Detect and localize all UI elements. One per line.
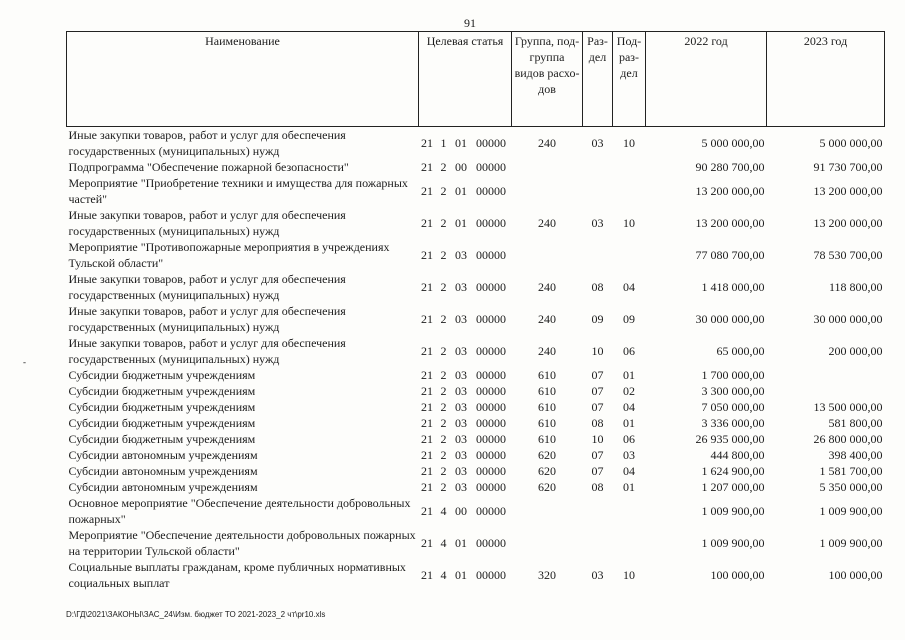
amount-2022: 1 009 900,00 [701, 504, 765, 518]
target-code-4: 00000 [476, 216, 506, 230]
row-name: Субсидии бюджетным учреждениям [68, 416, 256, 430]
table-row [67, 271, 885, 303]
row-name: Подпрограмма "Обеспечение пожарной безопасности" [68, 160, 349, 174]
target-code-1: 21 [421, 400, 433, 414]
subsection-code: 01 [623, 416, 636, 430]
amount-2023: 100 000,00 [828, 568, 883, 582]
table-row [67, 479, 885, 495]
section-code: 08 [591, 280, 604, 294]
subsection-code: 06 [623, 432, 636, 446]
target-code-3: 03 [455, 312, 467, 326]
row-name: Субсидии бюджетным учреждениям [68, 368, 256, 382]
group-code [512, 159, 583, 175]
group-code: 620 [538, 464, 557, 478]
target-code-1: 21 [421, 312, 433, 326]
target-code-3: 01 [455, 536, 467, 550]
subsection-code: 09 [623, 312, 636, 326]
table-row [67, 239, 885, 271]
section-code: 03 [591, 136, 604, 150]
row-name: Мероприятие "Противопожарные мероприятия в учреждениях Тульской области" [68, 240, 390, 270]
target-code-1: 21 [421, 432, 433, 446]
target-code-1: 21 [421, 536, 433, 550]
group-code: 320 [538, 568, 557, 582]
subsection-code [613, 175, 646, 207]
amount-2022: 1 624 900,00 [701, 464, 765, 478]
amount-2022: 7 050 000,00 [701, 400, 765, 414]
target-code-4: 00000 [476, 248, 506, 262]
header-section: Раз- дел [583, 32, 613, 127]
amount-2022: 30 000 000,00 [695, 312, 765, 326]
section-code: 07 [591, 464, 604, 478]
group-code: 610 [538, 400, 557, 414]
header-2023: 2023 год [767, 32, 885, 127]
row-name: Субсидии бюджетным учреждениям [68, 400, 256, 414]
amount-2023 [767, 367, 885, 383]
amount-2023: 13 200 000,00 [813, 184, 883, 198]
table-row [67, 367, 885, 383]
subsection-code: 02 [623, 384, 636, 398]
amount-2022: 100 000,00 [710, 568, 765, 582]
target-code-4: 00000 [476, 312, 506, 326]
table-row [67, 415, 885, 431]
row-name: Иные закупки товаров, работ и услуг для обеспечения государственных (муниципальных) нужд [68, 336, 346, 366]
target-code-4: 00000 [476, 184, 506, 198]
target-code-1: 21 [421, 160, 433, 174]
section-code: 07 [591, 400, 604, 414]
target-code-4: 00000 [476, 480, 506, 494]
row-name: Мероприятие "Обеспечение деятельности добровольных пожарных на территории Тульской области" [68, 528, 416, 558]
target-code-1: 21 [421, 504, 433, 518]
group-code: 240 [538, 312, 557, 326]
section-code: 10 [591, 432, 604, 446]
subsection-code [613, 495, 646, 527]
amount-2022: 1 009 900,00 [701, 536, 765, 550]
target-code-1: 21 [421, 416, 433, 430]
amount-2022: 1 418 000,00 [701, 280, 765, 294]
section-code [583, 159, 613, 175]
amount-2023: 26 800 000,00 [813, 432, 883, 446]
table-row [67, 495, 885, 527]
target-code-1: 21 [421, 280, 433, 294]
target-code-3: 03 [455, 432, 467, 446]
group-code [512, 175, 583, 207]
table-row [67, 431, 885, 447]
amount-2023: 13 500 000,00 [813, 400, 883, 414]
target-code-2: 4 [440, 504, 447, 518]
section-code [583, 239, 613, 271]
amount-2023: 5 000 000,00 [819, 136, 883, 150]
table-row [67, 303, 885, 335]
target-code-3: 01 [455, 184, 467, 198]
subsection-code: 04 [623, 400, 636, 414]
table-row [67, 447, 885, 463]
amount-2022: 13 200 000,00 [695, 216, 765, 230]
target-code-2: 2 [440, 280, 447, 294]
amount-2022: 444 800,00 [710, 448, 765, 462]
table-row [67, 527, 885, 559]
subsection-code [613, 159, 646, 175]
subsection-code: 01 [623, 480, 636, 494]
section-code: 03 [591, 216, 604, 230]
amount-2022: 1 700 000,00 [701, 368, 765, 382]
group-code: 240 [538, 344, 557, 358]
row-name: Социальные выплаты гражданам, кроме публичных нормативных социальных выплат [68, 560, 406, 590]
target-code-4: 00000 [476, 160, 506, 174]
target-code-2: 4 [440, 536, 447, 550]
header-2022: 2022 год [646, 32, 767, 127]
group-code [512, 495, 583, 527]
amount-2022: 26 935 000,00 [695, 432, 765, 446]
row-name: Иные закупки товаров, работ и услуг для обеспечения государственных (муниципальных) нужд [68, 208, 346, 238]
target-code-2: 2 [440, 216, 447, 230]
group-code: 610 [538, 432, 557, 446]
amount-2023: 1 009 900,00 [819, 504, 883, 518]
target-code-3: 03 [455, 480, 467, 494]
target-code-4: 00000 [476, 400, 506, 414]
amount-2022: 5 000 000,00 [701, 136, 765, 150]
row-name: Субсидии автономным учреждениям [68, 464, 258, 478]
row-name: Иные закупки товаров, работ и услуг для обеспечения государственных (муниципальных) нужд [68, 128, 346, 158]
amount-2023: 13 200 000,00 [813, 216, 883, 230]
section-code: 03 [591, 568, 604, 582]
target-code-4: 00000 [476, 384, 506, 398]
amount-2023: 5 350 000,00 [819, 480, 883, 494]
subsection-code: 04 [623, 464, 636, 478]
target-code-2: 2 [440, 464, 447, 478]
target-code-2: 2 [440, 248, 447, 262]
row-name: Субсидии автономным учреждениям [68, 448, 258, 462]
group-code: 610 [538, 384, 557, 398]
subsection-code: 01 [623, 368, 636, 382]
margin-mark: ‐ [23, 357, 26, 367]
target-code-3: 01 [455, 136, 467, 150]
amount-2022: 65 000,00 [716, 344, 765, 358]
target-code-3: 03 [455, 448, 467, 462]
subsection-code: 04 [623, 280, 636, 294]
target-code-3: 03 [455, 368, 467, 382]
section-code: 07 [591, 448, 604, 462]
table-row [67, 335, 885, 367]
subsection-code: 10 [623, 136, 636, 150]
target-code-2: 2 [440, 184, 447, 198]
amount-2022: 3 336 000,00 [701, 416, 765, 430]
table-row [67, 159, 885, 175]
target-code-3: 00 [455, 504, 467, 518]
target-code-2: 2 [440, 480, 447, 494]
target-code-3: 03 [455, 464, 467, 478]
target-code-3: 03 [455, 248, 467, 262]
group-code [512, 527, 583, 559]
row-name: Иные закупки товаров, работ и услуг для обеспечения государственных (муниципальных) нужд [68, 272, 346, 302]
amount-2023: 78 530 700,00 [813, 248, 883, 262]
target-code-1: 21 [421, 216, 433, 230]
target-code-1: 21 [421, 368, 433, 382]
section-code: 07 [591, 368, 604, 382]
amount-2022: 77 080 700,00 [695, 248, 765, 262]
section-code [583, 527, 613, 559]
table-row [67, 399, 885, 415]
group-code: 240 [538, 216, 557, 230]
target-code-3: 01 [455, 568, 467, 582]
target-code-4: 00000 [476, 344, 506, 358]
header-name: Наименование [67, 32, 419, 127]
amount-2023: 398 400,00 [828, 448, 883, 462]
subsection-code [613, 239, 646, 271]
target-code-1: 21 [421, 464, 433, 478]
amount-2023: 1 009 900,00 [819, 536, 883, 550]
target-code-3: 01 [455, 216, 467, 230]
target-code-2: 2 [440, 448, 447, 462]
section-code: 08 [591, 480, 604, 494]
table-row [67, 127, 885, 160]
target-code-2: 2 [440, 416, 447, 430]
amount-2023 [767, 383, 885, 399]
group-code: 610 [538, 368, 557, 382]
amount-2023: 200 000,00 [828, 344, 883, 358]
target-code-1: 21 [421, 344, 433, 358]
target-code-4: 00000 [476, 280, 506, 294]
subsection-code: 10 [623, 568, 636, 582]
table-row [67, 559, 885, 591]
target-code-2: 4 [440, 568, 447, 582]
row-name: Субсидии бюджетным учреждениям [68, 432, 256, 446]
budget-table [66, 31, 885, 591]
group-code: 620 [538, 448, 557, 462]
target-code-1: 21 [421, 136, 433, 150]
amount-2022: 1 207 000,00 [701, 480, 765, 494]
section-code: 07 [591, 384, 604, 398]
amount-2022: 13 200 000,00 [695, 184, 765, 198]
target-code-4: 00000 [476, 432, 506, 446]
group-code: 240 [538, 136, 557, 150]
amount-2023: 1 581 700,00 [819, 464, 883, 478]
footer-file-path: D:\ГД\2021\ЗАКОНЫ\ЗАС_24\Изм. бюджет ТО 2021-2023_2 чт\pr10.xls [66, 610, 326, 619]
amount-2022: 90 280 700,00 [695, 160, 765, 174]
row-name: Субсидии бюджетным учреждениям [68, 384, 256, 398]
group-code [512, 239, 583, 271]
section-code: 08 [591, 416, 604, 430]
row-name: Основное мероприятие "Обеспечение деятельности добровольных пожарных" [68, 496, 411, 526]
subsection-code: 10 [623, 216, 636, 230]
target-code-2: 2 [440, 368, 447, 382]
target-code-2: 2 [440, 344, 447, 358]
row-name: Иные закупки товаров, работ и услуг для обеспечения государственных (муниципальных) нужд [68, 304, 346, 334]
target-code-1: 21 [421, 384, 433, 398]
target-code-4: 00000 [476, 136, 506, 150]
group-code: 240 [538, 280, 557, 294]
target-code-1: 21 [421, 448, 433, 462]
table-row [67, 207, 885, 239]
table-row [67, 175, 885, 207]
target-code-4: 00000 [476, 536, 506, 550]
target-code-3: 03 [455, 384, 467, 398]
target-code-1: 21 [421, 480, 433, 494]
table-header-row [67, 32, 885, 127]
target-code-2: 2 [440, 312, 447, 326]
amount-2023: 91 730 700,00 [813, 160, 883, 174]
target-code-2: 2 [440, 432, 447, 446]
amount-2022: 3 300 000,00 [701, 384, 765, 398]
row-name: Мероприятие "Приобретение техники и имущества для пожарных частей" [68, 176, 408, 206]
table-row [67, 463, 885, 479]
section-code: 10 [591, 344, 604, 358]
group-code: 620 [538, 480, 557, 494]
target-code-2: 1 [440, 136, 447, 150]
target-code-3: 03 [455, 416, 467, 430]
subsection-code: 03 [623, 448, 636, 462]
section-code: 09 [591, 312, 604, 326]
row-name: Субсидии автономным учреждениям [68, 480, 258, 494]
subsection-code [613, 527, 646, 559]
target-code-2: 2 [440, 160, 447, 174]
target-code-4: 00000 [476, 504, 506, 518]
section-code [583, 495, 613, 527]
section-code [583, 175, 613, 207]
amount-2023: 118 800,00 [828, 280, 883, 294]
group-code: 610 [538, 416, 557, 430]
target-code-2: 2 [440, 400, 447, 414]
target-code-4: 00000 [476, 464, 506, 478]
amount-2023: 581 800,00 [828, 416, 883, 430]
target-code-3: 03 [455, 280, 467, 294]
target-code-3: 03 [455, 344, 467, 358]
header-group: Группа, под- группа видов расхо- дов [512, 32, 583, 127]
page-number: 91 [464, 16, 476, 30]
target-code-1: 21 [421, 248, 433, 262]
target-code-4: 00000 [476, 568, 506, 582]
target-code-4: 00000 [476, 416, 506, 430]
target-code-1: 21 [421, 568, 433, 582]
target-code-1: 21 [421, 184, 433, 198]
target-code-3: 03 [455, 400, 467, 414]
amount-2023: 30 000 000,00 [813, 312, 883, 326]
header-subsection: Под- раз- дел [613, 32, 646, 127]
target-code-4: 00000 [476, 368, 506, 382]
target-code-2: 2 [440, 384, 447, 398]
subsection-code: 06 [623, 344, 636, 358]
target-code-3: 00 [455, 160, 467, 174]
target-code-4: 00000 [476, 448, 506, 462]
header-target: Целевая статья [419, 32, 512, 127]
table-row [67, 383, 885, 399]
